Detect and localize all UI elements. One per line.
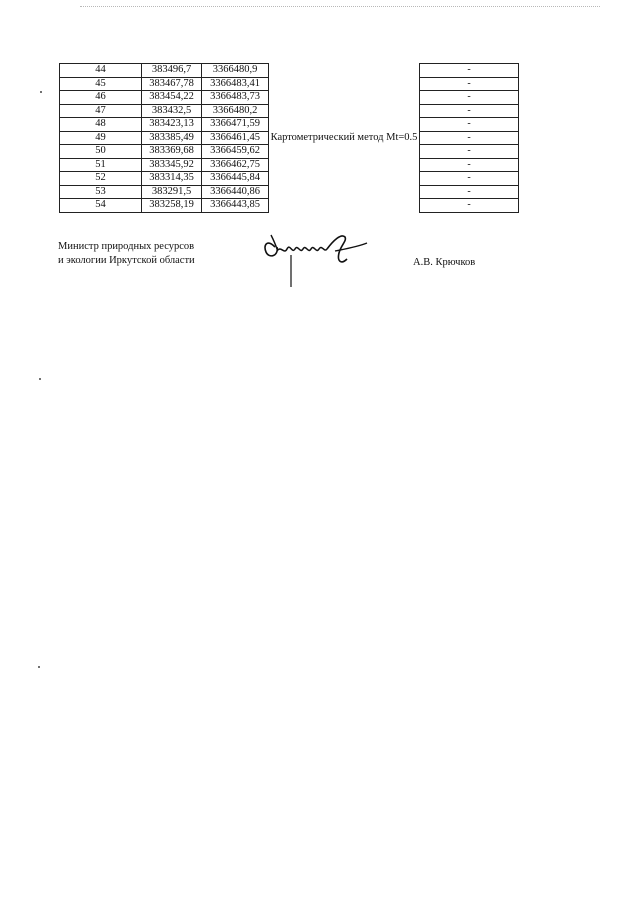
x-coordinate-cell: 383291,5 bbox=[142, 185, 202, 199]
mark-cell: - bbox=[420, 158, 519, 172]
x-coordinate-cell: 383258,19 bbox=[142, 199, 202, 213]
x-coordinate-cell: 383385,49 bbox=[142, 131, 202, 145]
scan-speck bbox=[38, 666, 40, 668]
x-coordinate-cell: 383432,5 bbox=[142, 104, 202, 118]
top-scan-edge bbox=[80, 6, 600, 7]
mark-cell: - bbox=[420, 64, 519, 78]
table-row bbox=[60, 64, 519, 78]
mark-cell: - bbox=[420, 172, 519, 186]
point-number-cell: 44 bbox=[60, 64, 142, 78]
mark-cell: - bbox=[420, 185, 519, 199]
y-coordinate-cell: 3366483,41 bbox=[202, 77, 269, 91]
scan-speck bbox=[39, 378, 41, 380]
mark-cell: - bbox=[420, 199, 519, 213]
x-coordinate-cell: 383423,13 bbox=[142, 118, 202, 132]
mark-cell: - bbox=[420, 77, 519, 91]
point-number-cell: 52 bbox=[60, 172, 142, 186]
y-coordinate-cell: 3366483,73 bbox=[202, 91, 269, 105]
point-number-cell: 51 bbox=[60, 158, 142, 172]
mark-cell: - bbox=[420, 145, 519, 159]
y-coordinate-cell: 3366462,75 bbox=[202, 158, 269, 172]
handwritten-signature bbox=[257, 225, 377, 295]
y-coordinate-cell: 3366480,2 bbox=[202, 104, 269, 118]
x-coordinate-cell: 383496,7 bbox=[142, 64, 202, 78]
x-coordinate-cell: 383345,92 bbox=[142, 158, 202, 172]
signoff-line-1: Министр природных ресурсов bbox=[58, 241, 195, 252]
coordinates-table bbox=[59, 63, 519, 213]
coordinates-table-body bbox=[60, 64, 519, 213]
point-number-cell: 47 bbox=[60, 104, 142, 118]
method-cell: Картометрический метод Mt=0.5 bbox=[269, 64, 420, 213]
x-coordinate-cell: 383314,35 bbox=[142, 172, 202, 186]
y-coordinate-cell: 3366459,62 bbox=[202, 145, 269, 159]
point-number-cell: 54 bbox=[60, 199, 142, 213]
mark-cell: - bbox=[420, 91, 519, 105]
point-number-cell: 48 bbox=[60, 118, 142, 132]
signoff-line-2: и экологии Иркутской области bbox=[58, 255, 195, 266]
y-coordinate-cell: 3366461,45 bbox=[202, 131, 269, 145]
x-coordinate-cell: 383454,22 bbox=[142, 91, 202, 105]
point-number-cell: 46 bbox=[60, 91, 142, 105]
y-coordinate-cell: 3366480,9 bbox=[202, 64, 269, 78]
point-number-cell: 50 bbox=[60, 145, 142, 159]
x-coordinate-cell: 383467,78 bbox=[142, 77, 202, 91]
y-coordinate-cell: 3366445,84 bbox=[202, 172, 269, 186]
y-coordinate-cell: 3366471,59 bbox=[202, 118, 269, 132]
y-coordinate-cell: 3366443,85 bbox=[202, 199, 269, 213]
point-number-cell: 45 bbox=[60, 77, 142, 91]
y-coordinate-cell: 3366440,86 bbox=[202, 185, 269, 199]
mark-cell: - bbox=[420, 104, 519, 118]
mark-cell: - bbox=[420, 118, 519, 132]
x-coordinate-cell: 383369,68 bbox=[142, 145, 202, 159]
signer-name: А.В. Крючков bbox=[413, 257, 476, 268]
signoff-title bbox=[58, 240, 195, 268]
mark-cell: - bbox=[420, 131, 519, 145]
scan-speck bbox=[40, 91, 42, 93]
point-number-cell: 53 bbox=[60, 185, 142, 199]
point-number-cell: 49 bbox=[60, 131, 142, 145]
